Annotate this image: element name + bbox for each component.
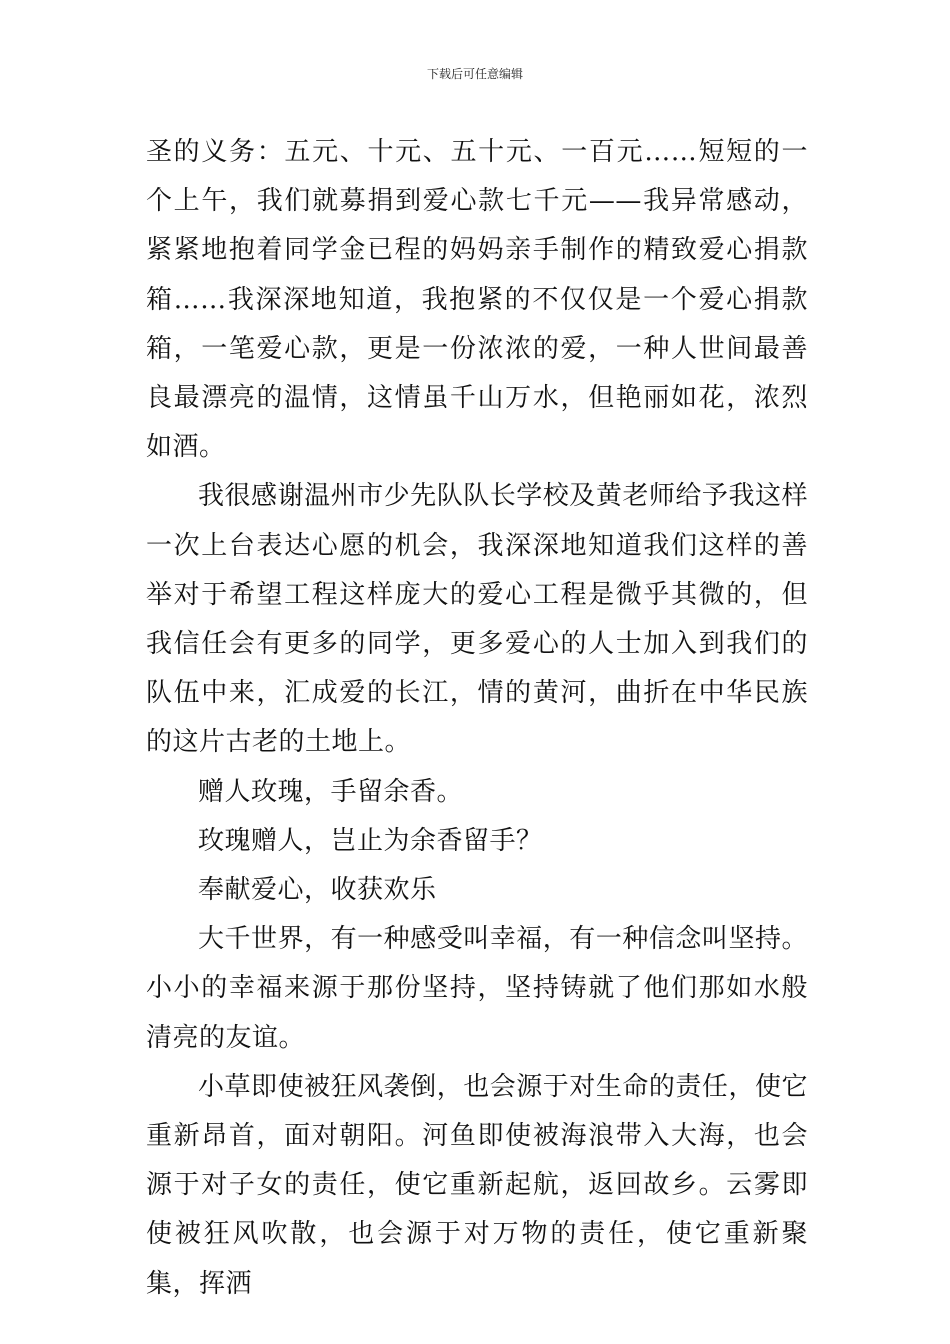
paragraph-rose-saying: 赠人玫瑰，手留余香。: [198, 776, 464, 807]
page-header: 下载后可任意编辑: [426, 67, 523, 81]
paragraph-gratitude: 我很感谢温州市少先队队长学校及黄老师给予我这样一次上台表达心愿的机会，我深深地知道我们这样的善举对于希望工程这样庞大的爱心工程是微乎其微的，但我信任会有更多的同学，更多爱心的人士加入到我们的队伍中来，汇成爱的长江，情的黄河，曲折在中华民族的这片古老的土地上。: [146, 481, 808, 758]
paragraph-donation-story: 圣的义务：五元、十元、五十元、一百元……短短的一个上午，我们就募捐到爱心款七千元——我异常感动，紧紧地抱着同学金已程的妈妈亲手制作的精致爱心捐款箱……我深深地知道，我抱紧的不仅仅是一个爱心捐款箱，一笔爱心款，更是一份浓浓的爱，一种人世间最善良最漂亮的温情，这情虽千山万水，但艳丽如花，浓烈如酒。: [146, 137, 808, 463]
document-body: [146, 128, 808, 1309]
paragraph-happiness: 大千世界，有一种感受叫幸福，有一种信念叫坚持。小小的幸福来源于那份坚持，坚持铸就了他们那如水般清亮的友谊。: [146, 924, 808, 1053]
paragraph-responsibility: 小草即使被狂风袭倒，也会源于对生命的责任，使它重新昂首，面对朝阳。河鱼即使被海浪带入大海，也会源于对子女的责任，使它重新起航，返回故乡。云雾即使被狂风吹散，也会源于对万物的责任，使它重新聚集，挥洒: [146, 1071, 808, 1299]
paragraph-section-title: 奉献爱心，收获欢乐: [198, 875, 437, 906]
paragraph-rose-question: 玫瑰赠人，岂止为余香留手？: [198, 825, 543, 856]
